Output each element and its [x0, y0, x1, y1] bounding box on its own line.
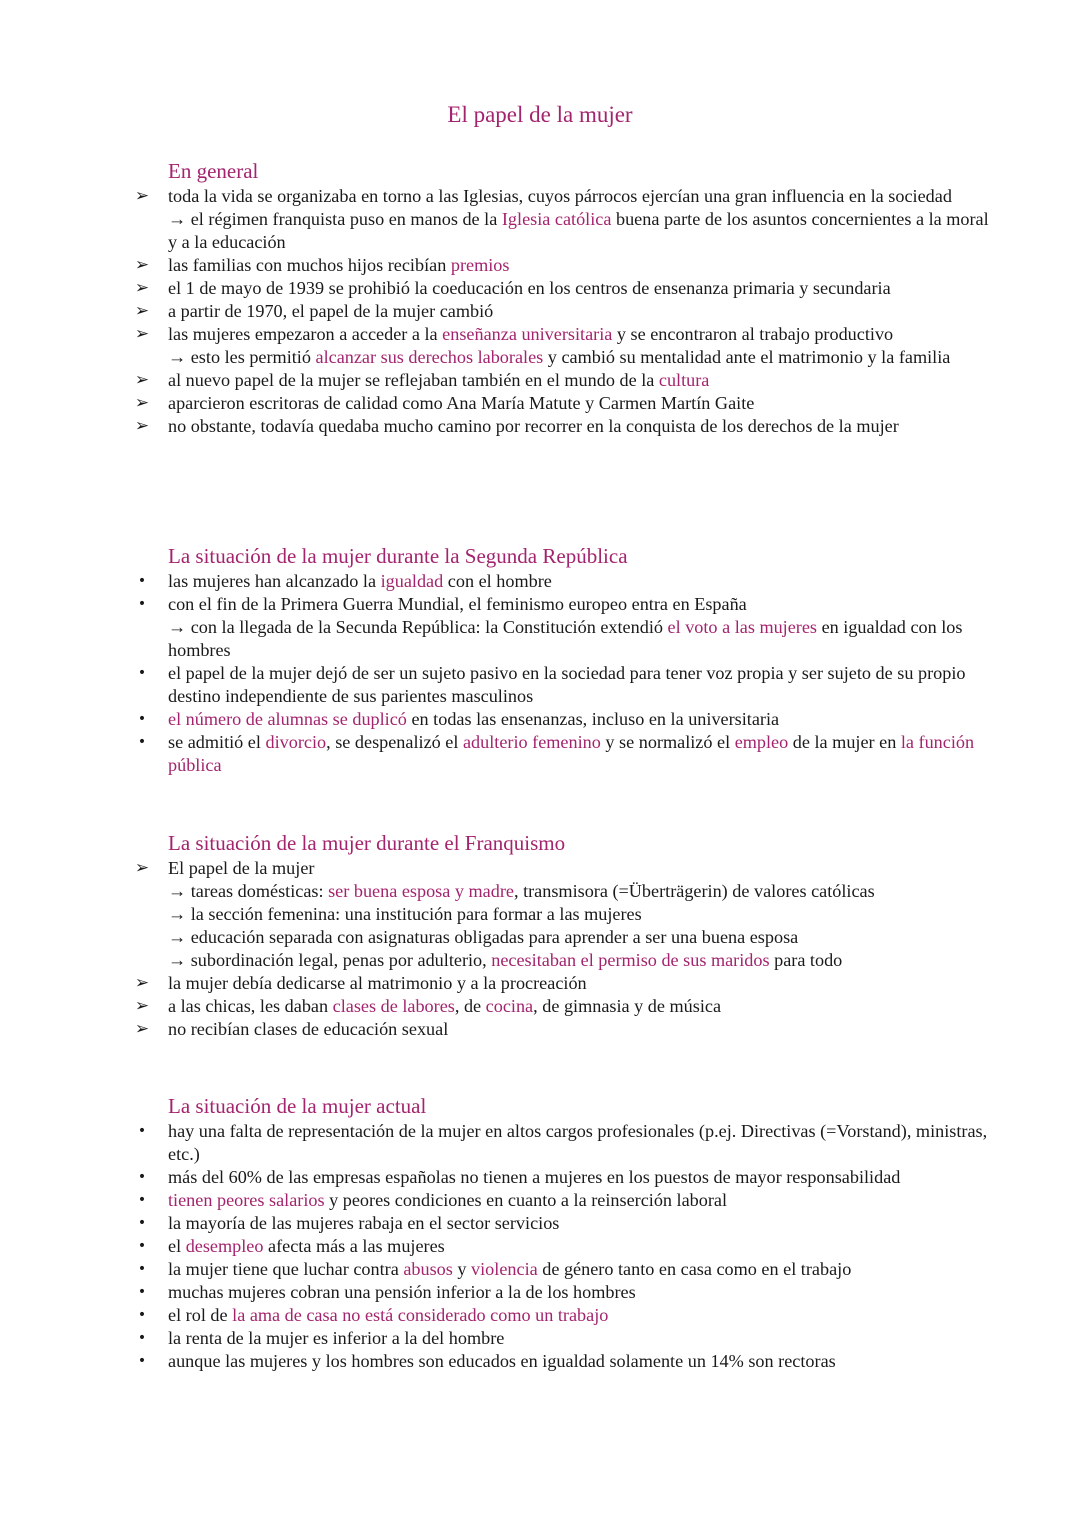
- highlighted-text: ser buena esposa y madre: [328, 881, 514, 901]
- section-list: [0, 570, 1080, 777]
- text-segment: y se encontraron al trabajo productivo: [612, 324, 894, 344]
- highlighted-text: desempleo: [185, 1236, 264, 1256]
- highlighted-text: alcanzar sus derechos laborales: [315, 347, 544, 367]
- text-segment: el: [168, 1236, 186, 1256]
- list-item: [0, 323, 1080, 369]
- item-text: [168, 392, 1000, 415]
- highlighted-text: premios: [450, 255, 510, 275]
- bullet-icon: •: [137, 1238, 147, 1254]
- list-item: [0, 1189, 1080, 1212]
- list-item: [0, 392, 1080, 415]
- item-subline: [168, 208, 1000, 254]
- text-segment: → el régimen franquista puso en manos de la: [168, 209, 502, 229]
- text-segment: el papel de la mujer dejó de ser un sujeto pasivo en la sociedad para tener voz propia y ser sujeto de su propio destino independiente de sus parientes masculinos: [168, 663, 966, 706]
- text-segment: a las chicas, les daban: [168, 996, 333, 1016]
- list-item: [0, 593, 1080, 662]
- item-text: [168, 1120, 1000, 1166]
- highlighted-text: necesitaban el permiso de sus maridos: [491, 950, 770, 970]
- highlighted-text: Iglesia católica: [501, 209, 612, 229]
- section-heading: En general: [168, 159, 259, 183]
- bullet-icon: •: [137, 1215, 147, 1231]
- text-segment: aunque las mujeres y los hombres son educados en igualdad solamente un 14% son rectoras: [168, 1351, 836, 1371]
- section-franquismo: [0, 830, 1080, 1041]
- list-item: [0, 995, 1080, 1018]
- item-text: [168, 1327, 1000, 1350]
- text-segment: la mujer tiene que luchar contra: [168, 1259, 404, 1279]
- list-item: [0, 277, 1080, 300]
- text-segment: de género tanto en casa como en el trabajo: [537, 1259, 852, 1279]
- item-text: [168, 1258, 1000, 1281]
- item-text: [168, 185, 1000, 208]
- text-segment: en todas las ensenanzas, incluso en la universitaria: [406, 709, 780, 729]
- item-subline: [168, 346, 1000, 369]
- highlighted-text: violencia: [471, 1259, 538, 1279]
- text-segment: el 1 de mayo de 1939 se prohibió la coeducación en los centros de ensenanza primaria y secundaria: [168, 278, 891, 298]
- section-list: [0, 1120, 1080, 1373]
- item-text: [168, 1189, 1000, 1212]
- item-text: [168, 1018, 1000, 1041]
- bullet-icon: •: [137, 711, 147, 727]
- arrowhead-bullet-icon: ➢: [134, 186, 150, 206]
- item-text: [168, 254, 1000, 277]
- highlighted-text: el número de alumnas se duplicó: [168, 709, 407, 729]
- highlighted-text: la función pública: [168, 732, 975, 775]
- highlighted-text: cultura: [658, 370, 710, 390]
- text-segment: , se despenalizó el: [326, 732, 463, 752]
- text-segment: y: [452, 1259, 472, 1279]
- list-item: [0, 254, 1080, 277]
- text-segment: , de: [454, 996, 486, 1016]
- section-segunda-republica: [0, 543, 1080, 777]
- list-item: [0, 708, 1080, 731]
- arrowhead-bullet-icon: ➢: [134, 255, 150, 275]
- list-item: [0, 300, 1080, 323]
- item-text: [168, 1304, 1000, 1327]
- text-segment: para todo: [769, 950, 843, 970]
- list-item: [0, 415, 1080, 438]
- item-text: [168, 731, 1000, 777]
- item-subline: [168, 926, 1000, 949]
- item-text: [168, 593, 1000, 616]
- item-text: [168, 323, 1000, 346]
- text-segment: el rol de: [168, 1305, 233, 1325]
- item-text: [168, 857, 1000, 880]
- text-segment: las mujeres empezaron a acceder a la: [168, 324, 443, 344]
- text-segment: hay una falta de representación de la mujer en altos cargos profesionales (p.ej. Directivas (=Vorstand), ministras, etc.): [168, 1121, 988, 1164]
- list-item: [0, 972, 1080, 995]
- arrowhead-bullet-icon: ➢: [134, 973, 150, 993]
- list-item: [0, 662, 1080, 708]
- list-item: [0, 1327, 1080, 1350]
- highlighted-text: el voto a las mujeres: [667, 617, 818, 637]
- text-segment: se admitió el: [168, 732, 266, 752]
- highlighted-text: tienen peores salarios: [168, 1190, 325, 1210]
- bullet-icon: •: [137, 1169, 147, 1185]
- text-segment: las familias con muchos hijos recibían: [168, 255, 451, 275]
- bullet-icon: •: [137, 1261, 147, 1277]
- bullet-icon: •: [137, 573, 147, 589]
- list-item: [0, 1258, 1080, 1281]
- item-text: [168, 1212, 1000, 1235]
- highlighted-text: cocina: [485, 996, 534, 1016]
- item-text: [168, 995, 1000, 1018]
- text-segment: → educación separada con asignaturas obligadas para aprender a ser una buena esposa: [168, 927, 799, 947]
- text-segment: al nuevo papel de la mujer se reflejaban también en el mundo de la: [168, 370, 659, 390]
- text-segment: toda la vida se organizaba en torno a las Iglesias, cuyos párrocos ejercían una gran influencia en la sociedad: [168, 186, 952, 206]
- item-subline: [168, 616, 1000, 662]
- text-segment: → esto les permitió: [168, 347, 316, 367]
- text-segment: la renta de la mujer es inferior a la del hombre: [168, 1328, 505, 1348]
- highlighted-text: enseñanza universitaria: [442, 324, 613, 344]
- arrowhead-bullet-icon: ➢: [134, 393, 150, 413]
- highlighted-text: divorcio: [265, 732, 327, 752]
- arrowhead-bullet-icon: ➢: [134, 1019, 150, 1039]
- arrowhead-bullet-icon: ➢: [134, 996, 150, 1016]
- item-subline: [168, 903, 1000, 926]
- text-segment: y cambió su mentalidad ante el matrimonio y la familia: [543, 347, 951, 367]
- arrowhead-bullet-icon: ➢: [134, 301, 150, 321]
- item-text: [168, 1166, 1000, 1189]
- item-text: [168, 277, 1000, 300]
- page-title: El papel de la mujer: [447, 102, 633, 127]
- item-text: [168, 1281, 1000, 1304]
- section-list: [0, 185, 1080, 438]
- text-segment: El papel de la mujer: [168, 858, 315, 878]
- list-item: [0, 1212, 1080, 1235]
- list-item: [0, 1120, 1080, 1166]
- section-heading: La situación de la mujer durante la Segunda República: [168, 544, 628, 568]
- bullet-icon: •: [137, 1284, 147, 1300]
- highlighted-text: la ama de casa no está considerado como un trabajo: [232, 1305, 609, 1325]
- text-segment: las mujeres han alcanzado la: [168, 571, 381, 591]
- item-text: [168, 1235, 1000, 1258]
- section-heading: La situación de la mujer actual: [168, 1094, 427, 1118]
- item-text: [168, 662, 1000, 708]
- text-segment: afecta más a las mujeres: [263, 1236, 445, 1256]
- highlighted-text: empleo: [734, 732, 789, 752]
- item-text: [168, 972, 1000, 995]
- list-item: [0, 570, 1080, 593]
- list-item: [0, 1166, 1080, 1189]
- section-heading: La situación de la mujer durante el Franquismo: [168, 831, 566, 855]
- list-item: [0, 1018, 1080, 1041]
- arrowhead-bullet-icon: ➢: [134, 324, 150, 344]
- text-segment: muchas mujeres cobran una pensión inferior a la de los hombres: [168, 1282, 636, 1302]
- text-segment: no obstante, todavía quedaba mucho camino por recorrer en la conquista de los derechos de la mujer: [168, 416, 899, 436]
- item-subline: [168, 949, 1000, 972]
- item-text: [168, 415, 1000, 438]
- text-segment: aparcieron escritoras de calidad como Ana María Matute y Carmen Martín Gaite: [168, 393, 755, 413]
- bullet-icon: •: [137, 734, 147, 750]
- bullet-icon: •: [137, 596, 147, 612]
- text-segment: no recibían clases de educación sexual: [168, 1019, 449, 1039]
- text-segment: a partir de 1970, el papel de la mujer cambió: [168, 301, 494, 321]
- text-segment: → la sección femenina: una institución para formar a las mujeres: [168, 904, 642, 924]
- text-segment: → subordinación legal, penas por adulterio,: [168, 950, 492, 970]
- item-text: [168, 369, 1000, 392]
- bullet-icon: •: [137, 1353, 147, 1369]
- item-text: [168, 300, 1000, 323]
- text-segment: , de gimnasia y de música: [533, 996, 722, 1016]
- list-item: [0, 857, 1080, 972]
- text-segment: la mayoría de las mujeres rabaja en el sector servicios: [168, 1213, 560, 1233]
- item-text: [168, 570, 1000, 593]
- text-segment: , transmisora (=Überträgerin) de valores católicas: [513, 881, 875, 901]
- text-segment: y peores condiciones en cuanto a la reinserción laboral: [324, 1190, 728, 1210]
- highlighted-text: igualdad: [380, 571, 444, 591]
- bullet-icon: •: [137, 1330, 147, 1346]
- list-item: [0, 369, 1080, 392]
- list-item: [0, 1235, 1080, 1258]
- list-item: [0, 1281, 1080, 1304]
- arrowhead-bullet-icon: ➢: [134, 858, 150, 878]
- text-segment: más del 60% de las empresas españolas no tienen a mujeres en los puestos de mayor responsabilidad: [168, 1167, 901, 1187]
- text-segment: → con la llegada de la Secunda República: la Constitución extendió: [168, 617, 668, 637]
- text-segment: con el fin de la Primera Guerra Mundial, el feminismo europeo entra en España: [168, 594, 747, 614]
- section-list: [0, 857, 1080, 1041]
- arrowhead-bullet-icon: ➢: [134, 278, 150, 298]
- text-segment: → tareas domésticas:: [168, 881, 329, 901]
- bullet-icon: •: [137, 1192, 147, 1208]
- highlighted-text: clases de labores: [332, 996, 455, 1016]
- text-segment: y se normalizó el: [600, 732, 735, 752]
- highlighted-text: adulterio femenino: [462, 732, 601, 752]
- bullet-icon: •: [137, 665, 147, 681]
- text-segment: de la mujer en: [788, 732, 901, 752]
- list-item: [0, 1304, 1080, 1327]
- text-segment: con el hombre: [443, 571, 552, 591]
- highlighted-text: abusos: [403, 1259, 453, 1279]
- arrowhead-bullet-icon: ➢: [134, 370, 150, 390]
- list-item: [0, 731, 1080, 777]
- arrowhead-bullet-icon: ➢: [134, 416, 150, 436]
- list-item: [0, 1350, 1080, 1373]
- item-text: [168, 1350, 1000, 1373]
- text-segment: en igualdad con los hombres: [168, 617, 963, 660]
- item-text: [168, 708, 1000, 731]
- bullet-icon: •: [137, 1123, 147, 1139]
- item-subline: [168, 880, 1000, 903]
- section-general: [0, 158, 1080, 438]
- section-mujer-actual: [0, 1093, 1080, 1373]
- list-item: [0, 185, 1080, 254]
- text-segment: la mujer debía dedicarse al matrimonio y a la procreación: [168, 973, 587, 993]
- text-segment: buena parte de los asuntos concernientes a la moral y a la educación: [168, 209, 989, 252]
- bullet-icon: •: [137, 1307, 147, 1323]
